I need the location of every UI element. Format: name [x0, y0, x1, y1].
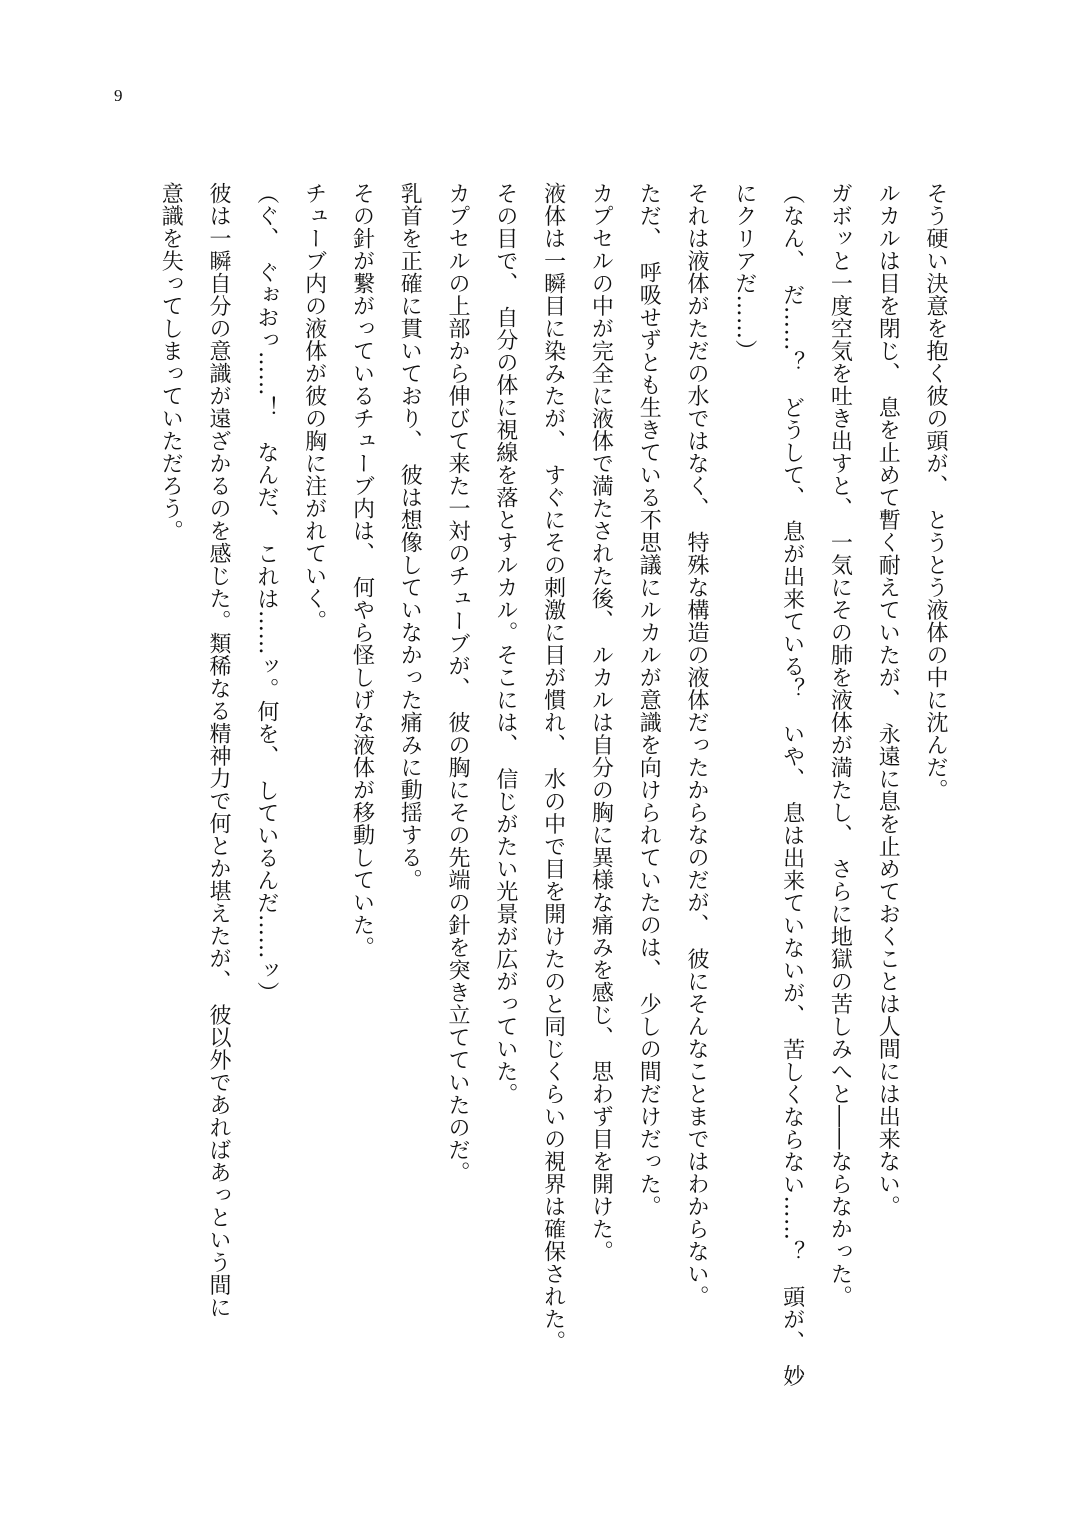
text-line: 乳首を正確に貫いており、 彼は想像していなかった痛みに動揺する。: [397, 182, 423, 891]
text-line: ガボッと一度空気を吐き出すと、 一気にその肺を液体が満たし、 さらに地獄の苦しみへと――ならなかった。: [827, 182, 853, 1308]
text-line: その目で、 自分の体に視線を落とすルカル。そこには、 信じがたい光景が広がっていた。: [492, 182, 518, 1105]
text-line: にクリアだ……）: [731, 182, 757, 362]
text-line: ルカルは目を閉じ、 息を止めて暫く耐えていたが、 永遠に息を止めておくことは人間には出来ない。: [875, 182, 901, 1218]
text-line: カプセルの上部から伸びて来た一対のチューブが、 彼の胸にその先端の針を突き立てていたのだ。: [445, 182, 471, 1184]
text-line: 液体は一瞬目に染みたが、 すぐにその刺激に目が慣れ、 水の中で目を開けたのと同じくらいの視界は確保された。: [540, 182, 566, 1353]
text-line: 彼は一瞬自分の意識が遠ざかるのを感じた。類稀なる精神力で何とか堪えたが、 彼以外であればあっという間に: [206, 182, 232, 1319]
text-line: チューブ内の液体が彼の胸に注がれていく。: [301, 182, 327, 632]
text-line: （ぐ、 ぐぉおっ……！ なんだ、 これは……ッ。何を、 しているんだ……ッ）: [253, 182, 279, 1004]
text-line: （なん、 だ……？ どうして、 息が出来ている？ いや、 息は出来ていないが、 苦しくならない……？ 頭が、 妙: [779, 182, 805, 1387]
text-line: カプセルの中が完全に液体で満たされた後、 ルカルは自分の胸に異様な痛みを感じ、 思わず目を開けた。: [588, 182, 614, 1263]
page-number: 9: [114, 86, 123, 105]
text-line: ただ、 呼吸せずとも生きている不思議にルカルが意識を向けられていたのは、 少しの間だけだった。: [636, 182, 662, 1218]
text-line: 意識を失ってしまっていただろう。: [158, 182, 184, 542]
text-line: それは液体がただの水ではなく、 特殊な構造の液体だったからなのだが、 彼にそんなことまではわからない。: [684, 182, 710, 1308]
text-line: その針が繋がっているチューブ内は、 何やら怪しげな液体が移動していた。: [349, 182, 375, 959]
text-line: そう硬い決意を抱く彼の頭が、 とうとう液体の中に沈んだ。: [923, 182, 948, 801]
body-text: [146, 182, 959, 1387]
